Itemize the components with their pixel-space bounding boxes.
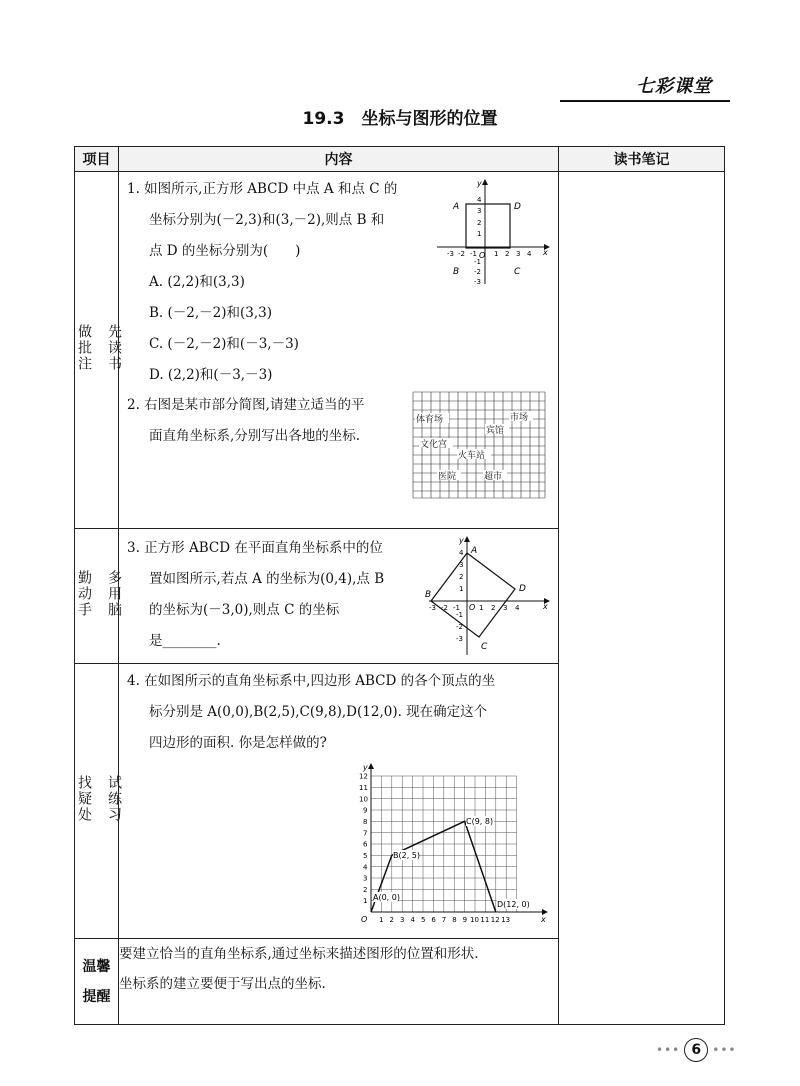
q2-place: 火车站 [458,451,486,461]
q4-xtick: 2 [389,916,394,924]
q4-ytick: 1 [363,897,368,905]
section-label-2a: 多用脑 [106,569,122,618]
q1-label-o: O [479,251,486,260]
q1-stem-2: 坐标分别为(－2,3)和(3,－2),则点 B 和 [149,212,385,228]
tip-line-2: 坐标系的建立要便于写出点的坐标. [119,976,326,992]
q1-option-b: B. (－2,－2)和(3,3) [149,305,273,321]
q3-label-b: B [425,590,432,600]
q4-ytick: 6 [363,840,368,849]
page-number-value: 6 [684,1038,708,1062]
q4-label-b: B(2, 5) [393,851,420,860]
section-content-2 [119,529,559,664]
tip-label [75,939,119,1025]
q3-xtick: -2 [441,604,448,612]
q3-label-c: C [481,642,488,652]
q1-ytick: 4 [477,196,482,204]
q4-label-y: y [363,763,368,772]
brand-logo: 七彩课堂 [636,76,712,97]
q3-ytick: 4 [459,549,464,557]
q4-ytick: 8 [363,818,368,826]
q1-ytick: 1 [477,230,482,238]
q3-xtick: 2 [491,604,496,612]
header-notes: 读书笔记 [559,147,725,172]
section-label-1a: 先读书 [106,323,122,372]
q2-place: 市场 [510,413,529,423]
q3-stem-3: 的坐标为(－3,0),则点 C 的坐标 [149,602,340,618]
q1-figure [429,176,554,288]
q4-label-o: O [361,915,368,924]
study-table [74,146,725,1025]
q1-xtick: -1 [470,250,477,258]
q1-label-d: D [514,202,521,212]
q1-ytick: -3 [474,278,481,286]
q4-xtick: 6 [431,916,436,924]
notes-column [559,172,725,1025]
section-label-2 [75,529,122,664]
q3-figure [425,535,553,657]
q4-ytick: 11 [359,784,368,792]
q3-stem-2: 置如图所示,若点 A 的坐标为(0,4),点 B [149,571,385,587]
q3-xtick: -3 [429,604,436,612]
q1-xtick: 3 [516,250,521,258]
q4-label-x: x [541,915,546,924]
q3-label-a: A [471,546,478,556]
q4-ytick: 9 [363,806,368,815]
q4-xtick: 7 [441,916,447,924]
q1-xtick: 1 [494,250,499,258]
q2-place: 医院 [438,472,457,482]
q4-ytick: 5 [363,852,368,860]
q1-option-a: A. (2,2)和(3,3) [149,274,245,290]
q4-xtick: 8 [452,916,457,924]
q4-label-a: A(0, 0) [373,893,400,902]
q3-xtick: 4 [515,604,520,612]
q3-stem-1: 3. 正方形 ABCD 在平面直角坐标系中的位 [127,540,383,556]
section-label-3a: 试练习 [106,774,122,823]
q1-xtick: -3 [447,250,454,258]
q3-label-d: D [519,584,526,594]
header-item: 项目 [75,147,119,172]
section-label-1 [75,172,122,529]
header-content: 内容 [119,147,559,172]
q3-xtick: -1 [453,604,460,612]
header-rule [560,100,730,102]
q3-ytick: -2 [456,623,463,631]
q4-label-d: D(12, 0) [497,900,530,909]
q4-xtick: 12 [490,916,500,924]
q1-ytick: 2 [477,219,482,227]
q3-ytick: -1 [456,611,463,619]
tip-label-text: 温馨提醒 [82,958,111,1005]
q4-xtick: 9 [462,916,468,924]
q4-xtick: 1 [379,916,384,924]
q1-ytick: -2 [474,268,481,276]
q2-stem-1: 2. 右图是某市部分简图,请建立适当的平 [127,397,365,413]
q3-label-y: y [459,536,464,545]
q2-place: 宾馆 [486,426,505,436]
q1-ytick: 3 [477,207,482,215]
q1-xtick: 2 [505,250,510,258]
q4-xtick: 4 [410,916,415,924]
q2-map [411,390,547,500]
page-number [656,1038,736,1062]
q4-ytick: 3 [363,874,368,883]
q4-xtick: 11 [480,916,490,924]
q1-ytick: -1 [474,258,481,266]
q3-label-x: x [543,602,548,611]
q3-ytick: 3 [459,561,464,569]
page-dots-right: ••• [712,1043,737,1057]
q4-xtick: 5 [421,916,426,924]
q1-stem-1: 1. 如图所示,正方形 ABCD 中点 A 和点 C 的 [127,181,398,197]
q4-ytick: 12 [359,772,368,781]
q1-option-d: D. (2,2)和(－3,－3) [149,367,273,383]
q4-ytick: 2 [363,886,368,894]
section-label-1b: 做批注 [76,323,92,372]
q3-xtick: 3 [503,604,508,612]
q1-label-y: y [477,179,482,188]
q3-ytick: 1 [459,585,464,593]
q4-stem-2: 标分别是 A(0,0),B(2,5),C(9,8),D(12,0). 现在确定这个 [149,704,488,720]
tip-line-1: 要建立恰当的直角坐标系,通过坐标来描述图形的位置和形状. [119,946,479,962]
q4-ytick: 7 [363,829,368,838]
q2-place: 文化宫 [420,440,448,450]
q4-xtick: 13 [501,916,511,924]
q3-label-o: O [469,603,476,612]
q1-label-b: B [453,267,460,277]
q3-ytick: 2 [459,573,464,581]
q4-figure [351,762,551,934]
q4-ytick: 4 [363,863,368,872]
q1-xtick: -2 [458,250,465,258]
q4-xtick: 10 [470,916,479,924]
page-dots-left: ••• [656,1043,681,1057]
q4-ytick: 10 [359,795,368,804]
q1-label-a: A [453,202,460,212]
q3-stem-4: 是________. [149,633,221,649]
page-title: 19.3 坐标与图形的位置 [302,109,498,129]
q4-xtick: 3 [400,916,405,924]
q1-xtick: 4 [527,250,532,258]
q4-stem-1: 4. 在如图所示的直角坐标系中,四边形 ABCD 的各个顶点的坐 [127,673,496,689]
q1-label-c: C [514,267,521,277]
q3-ytick: -3 [456,635,463,643]
q1-stem-3: 点 D 的坐标分别为( ) [149,243,301,259]
q2-stem-2: 面直角坐标系,分别写出各地的坐标. [149,428,361,444]
section-label-2b: 勤动手 [76,569,92,618]
q3-xtick: 1 [479,604,484,612]
tip-content [119,939,559,1025]
section-content-3 [119,664,559,939]
q4-label-c: C(9, 8) [466,817,494,826]
section-content-1 [119,172,559,529]
section-label-3b: 找疑处 [76,774,92,823]
q1-label-x: x [543,248,548,257]
q4-stem-3: 四边形的面积. 你是怎样做的? [149,735,327,751]
q2-place: 体育场 [416,415,444,425]
q2-place: 超市 [484,472,503,482]
section-label-3 [75,664,122,939]
q1-option-c: C. (－2,－2)和(－3,－3) [149,336,299,352]
